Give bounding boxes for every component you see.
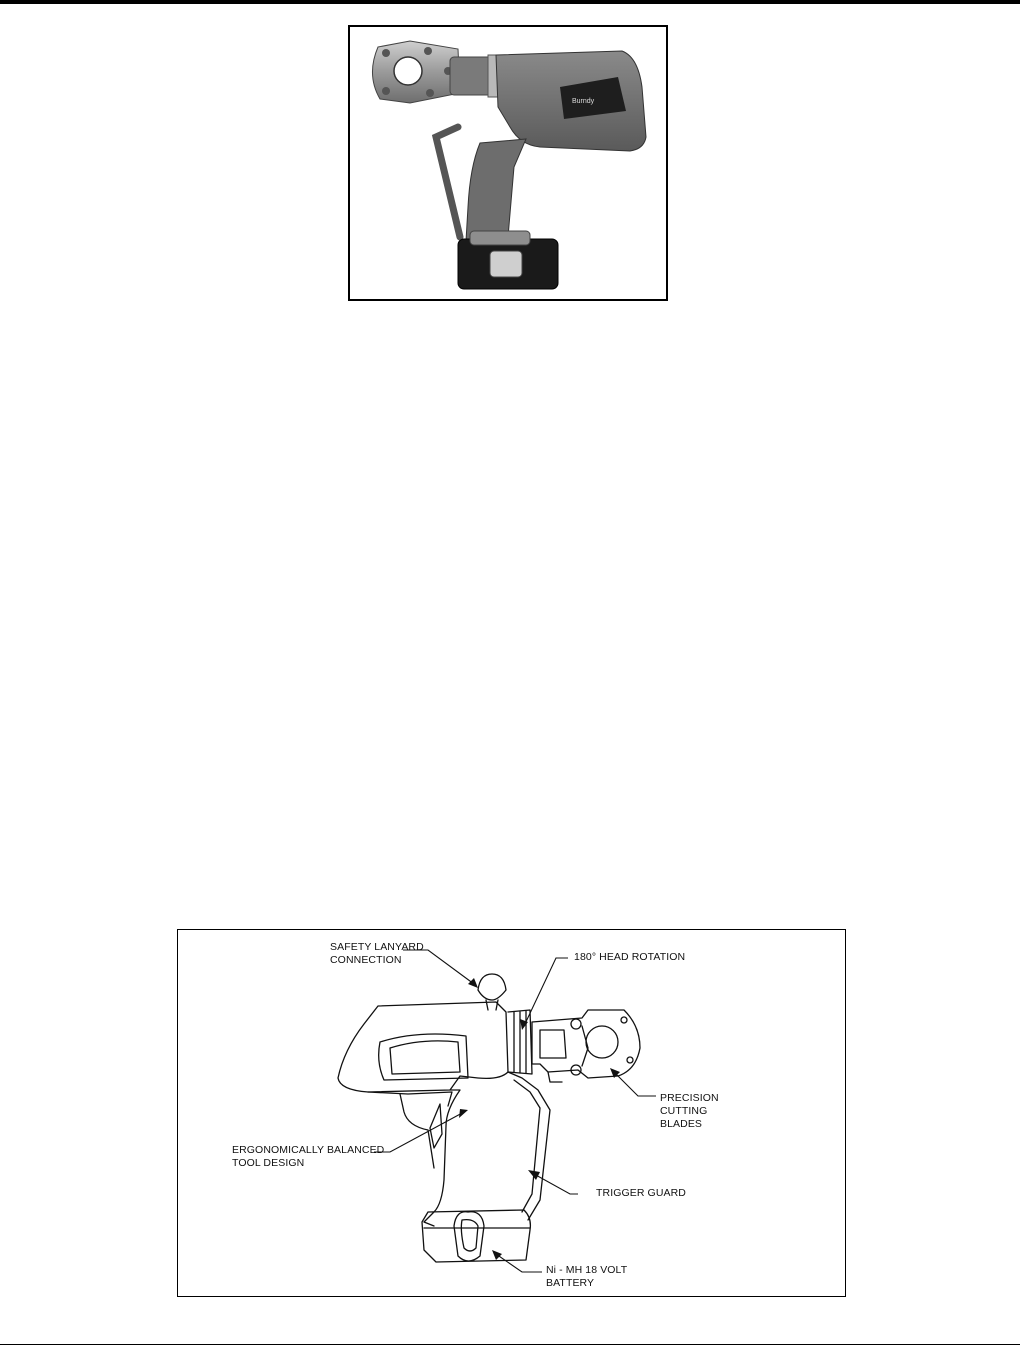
callout-line: BLADES bbox=[660, 1118, 703, 1130]
callout-line: ERGONOMICALLY BALANCED bbox=[232, 1144, 385, 1156]
tool-features-diagram bbox=[177, 929, 846, 1297]
callout-line: CUTTING bbox=[660, 1105, 708, 1117]
brand-label: Burndy bbox=[572, 98, 595, 105]
tool-line-drawing bbox=[178, 930, 844, 1295]
callout-line: BATTERY bbox=[546, 1277, 595, 1289]
tool-photo-image bbox=[350, 27, 666, 299]
callout-line: TRIGGER GUARD bbox=[596, 1187, 686, 1199]
callout-ergonomic-design bbox=[232, 1144, 384, 1170]
top-rule bbox=[0, 0, 1020, 4]
bottom-rule bbox=[0, 1344, 1020, 1345]
callout-line: SAFETY LANYARD bbox=[330, 941, 424, 953]
callout-line: TOOL DESIGN bbox=[232, 1157, 305, 1169]
callout-line: PRECISION bbox=[660, 1092, 719, 1104]
callout-line: Ni - MH 18 VOLT bbox=[546, 1264, 628, 1276]
tool-photo bbox=[348, 25, 668, 301]
callout-battery bbox=[546, 1264, 627, 1290]
callout-trigger-guard bbox=[596, 1187, 686, 1200]
callout-line: 180° HEAD ROTATION bbox=[574, 951, 686, 963]
callout-precision-blades bbox=[660, 1092, 719, 1131]
callout-safety-lanyard bbox=[330, 941, 424, 967]
callout-line: CONNECTION bbox=[330, 954, 402, 966]
callout-head-rotation bbox=[574, 951, 685, 964]
